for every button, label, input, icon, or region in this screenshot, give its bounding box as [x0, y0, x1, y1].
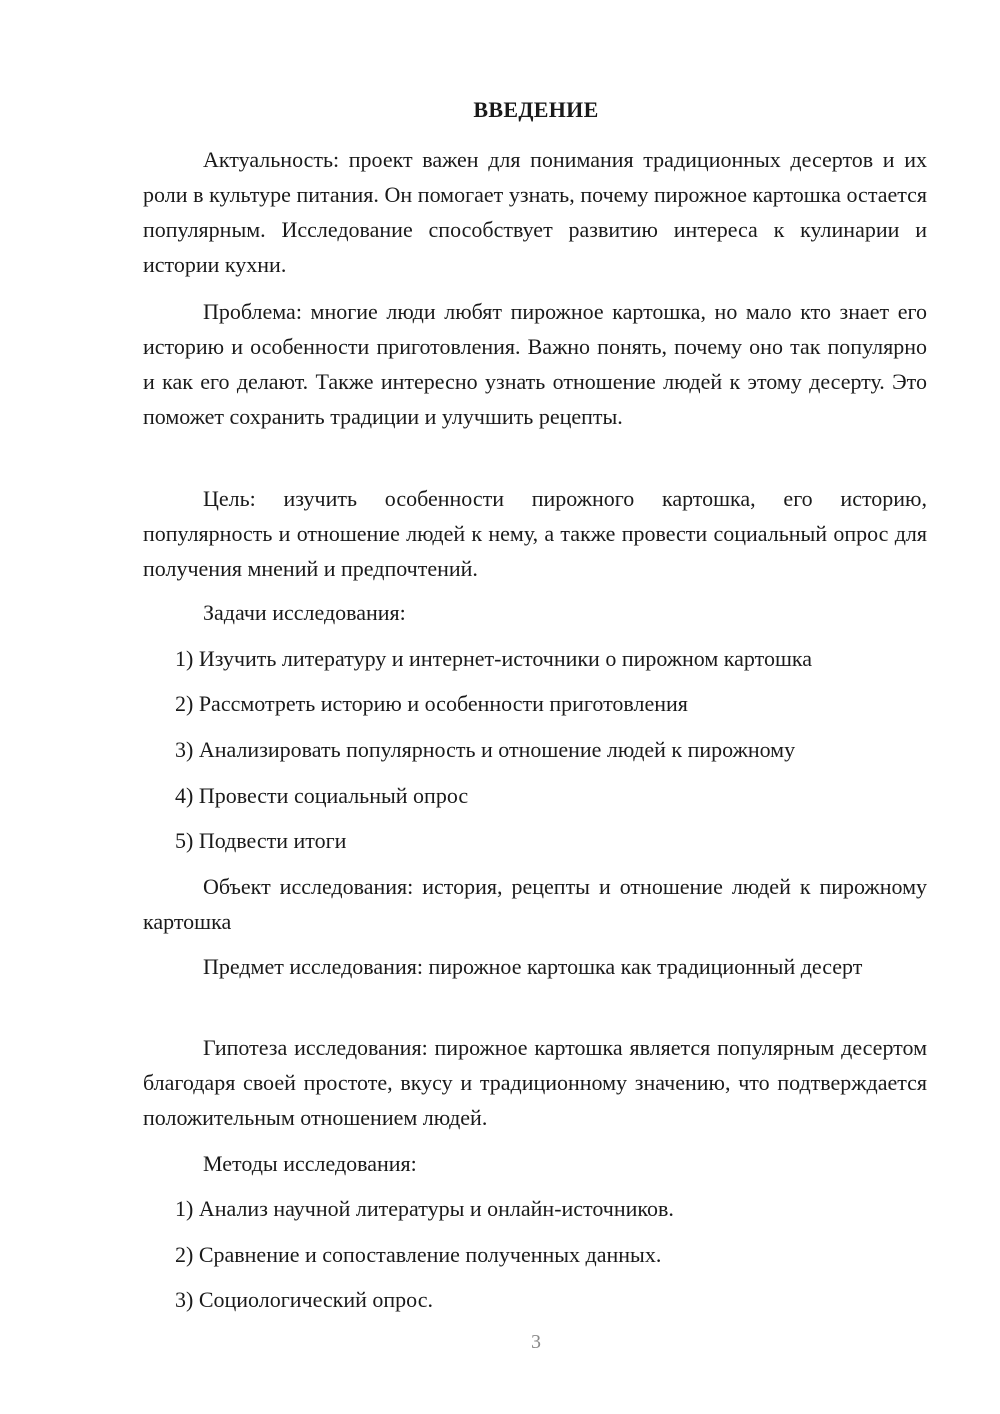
hypothesis-paragraph: Гипотеза исследования: пирожное картошка является популярным десертом благодаря своей простоте, вкусу и традиционному значению, что подтверждается положительным отношением людей. — [143, 1035, 927, 1130]
method-item: 2) Сравнение и сопоставление полученных данных. — [175, 1242, 662, 1267]
task-item: 4) Провести социальный опрос — [175, 783, 469, 808]
task-item: 2) Рассмотреть историю и особенности приготовления — [175, 691, 688, 716]
task-item: 5) Подвести итоги — [175, 828, 347, 853]
tasks-heading: Задачи исследования: — [203, 600, 406, 625]
relevance-paragraph: Актуальность: проект важен для понимания традиционных десертов и их роли в культуре питания. Он помогает узнать, почему пирожное картошка остается популярным. Исследование способствует развитию интереса к кулинарии и истории кухни. — [143, 147, 927, 277]
page-number: 3 — [531, 1331, 541, 1353]
object-paragraph: Объект исследования: история, рецепты и отношение людей к пирожному картошка — [143, 874, 927, 934]
method-item: 1) Анализ научной литературы и онлайн-источников. — [175, 1196, 674, 1221]
problem-paragraph: Проблема: многие люди любят пирожное картошка, но мало кто знает его историю и особенности приготовления. Важно понять, почему оно так популярно и как его делают. Также интересно узнать отношение людей к этому десерту. Это поможет сохранить традиции и улучшить рецепты. — [143, 299, 927, 429]
task-item: 3) Анализировать популярность и отношение людей к пирожному — [175, 737, 796, 762]
goal-paragraph: Цель: изучить особенности пирожного картошка, его историю, популярность и отношение людей к нему, а также провести социальный опрос для получения мнений и предпочтений. — [143, 486, 927, 581]
subject-paragraph: Предмет исследования: пирожное картошка как традиционный десерт — [203, 954, 863, 979]
methods-heading: Методы исследования: — [203, 1151, 417, 1176]
page-title: ВВЕДЕНИЕ — [473, 97, 599, 122]
method-item: 3) Социологический опрос. — [175, 1287, 433, 1312]
task-item: 1) Изучить литературу и интернет-источники о пирожном картошка — [175, 646, 813, 671]
